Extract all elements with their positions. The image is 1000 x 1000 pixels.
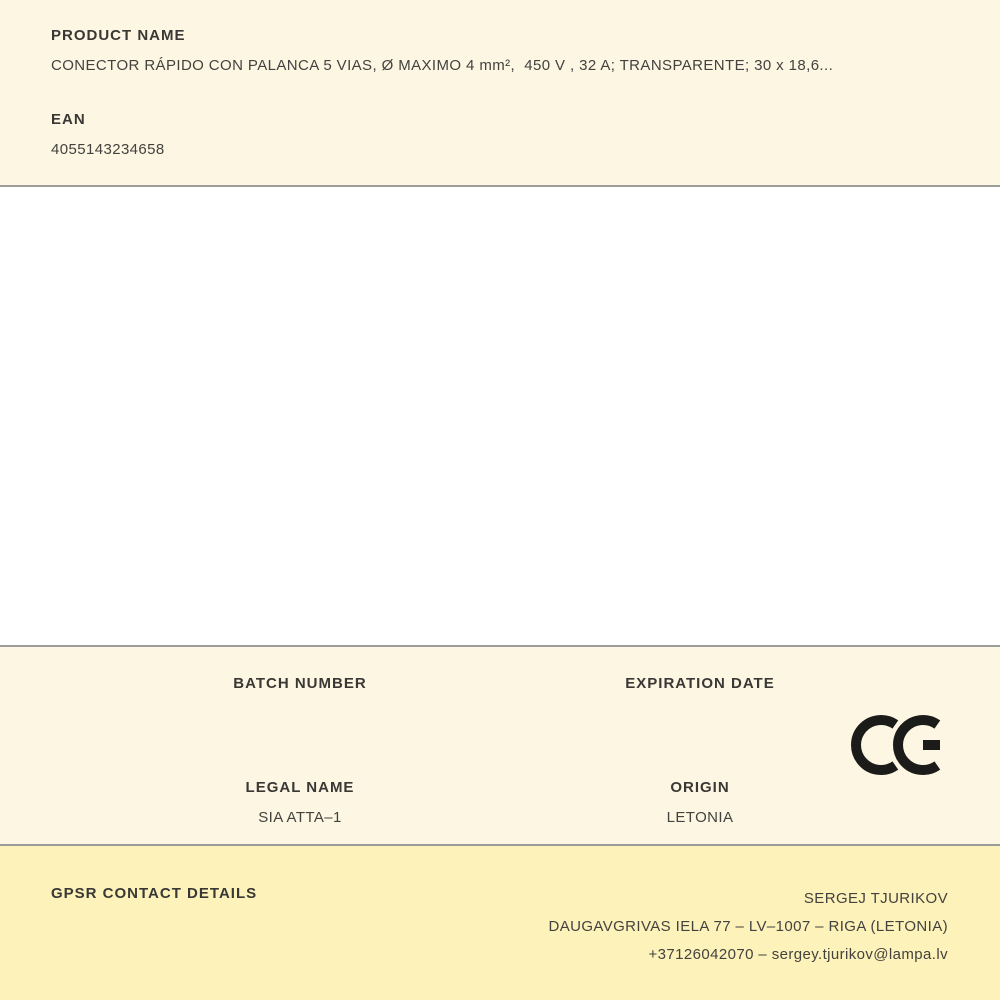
ce-mark-icon [851,714,943,776]
batch-number-field [100,675,500,705]
legal-name-field [100,779,500,826]
contact-phone-email: +37126042070 – sergey.tjurikov@lampa.lv [648,946,948,963]
expiration-date-label: EXPIRATION DATE [625,675,775,692]
product-name-label: PRODUCT NAME [51,27,186,44]
details-row-legal-origin [100,779,900,826]
gpsr-contact-label: GPSR CONTACT DETAILS [51,885,258,902]
contact-person-name: SERGEJ TJURIKOV [803,890,948,907]
expiration-date-field [500,675,900,705]
ean-value: 4055143234658 [51,141,165,158]
legal-name-value: SIA ATTA–1 [258,809,342,826]
details-grid [100,647,900,826]
gpsr-contact-block [548,885,948,969]
details-section [0,645,1000,844]
origin-value: LETONIA [666,809,734,826]
details-row-batch-expiration [100,675,900,705]
origin-label: ORIGIN [670,779,730,796]
ean-label: EAN [51,111,86,128]
product-name-value: CONECTOR RÁPIDO CON PALANCA 5 VIAS, Ø MAXIMO 4 mm², 450 V , 32 A; TRANSPARENTE; 30 x 18,6... [51,57,834,74]
product-image-area [0,187,1000,645]
product-header-section [0,0,1000,187]
contact-address: DAUGAVGRIVAS IELA 77 – LV–1007 – RIGA (LETONIA) [548,918,948,935]
legal-name-label: LEGAL NAME [245,779,355,796]
batch-number-label: BATCH NUMBER [233,675,367,692]
origin-field [500,779,900,826]
gpsr-contact-section [0,844,1000,1000]
